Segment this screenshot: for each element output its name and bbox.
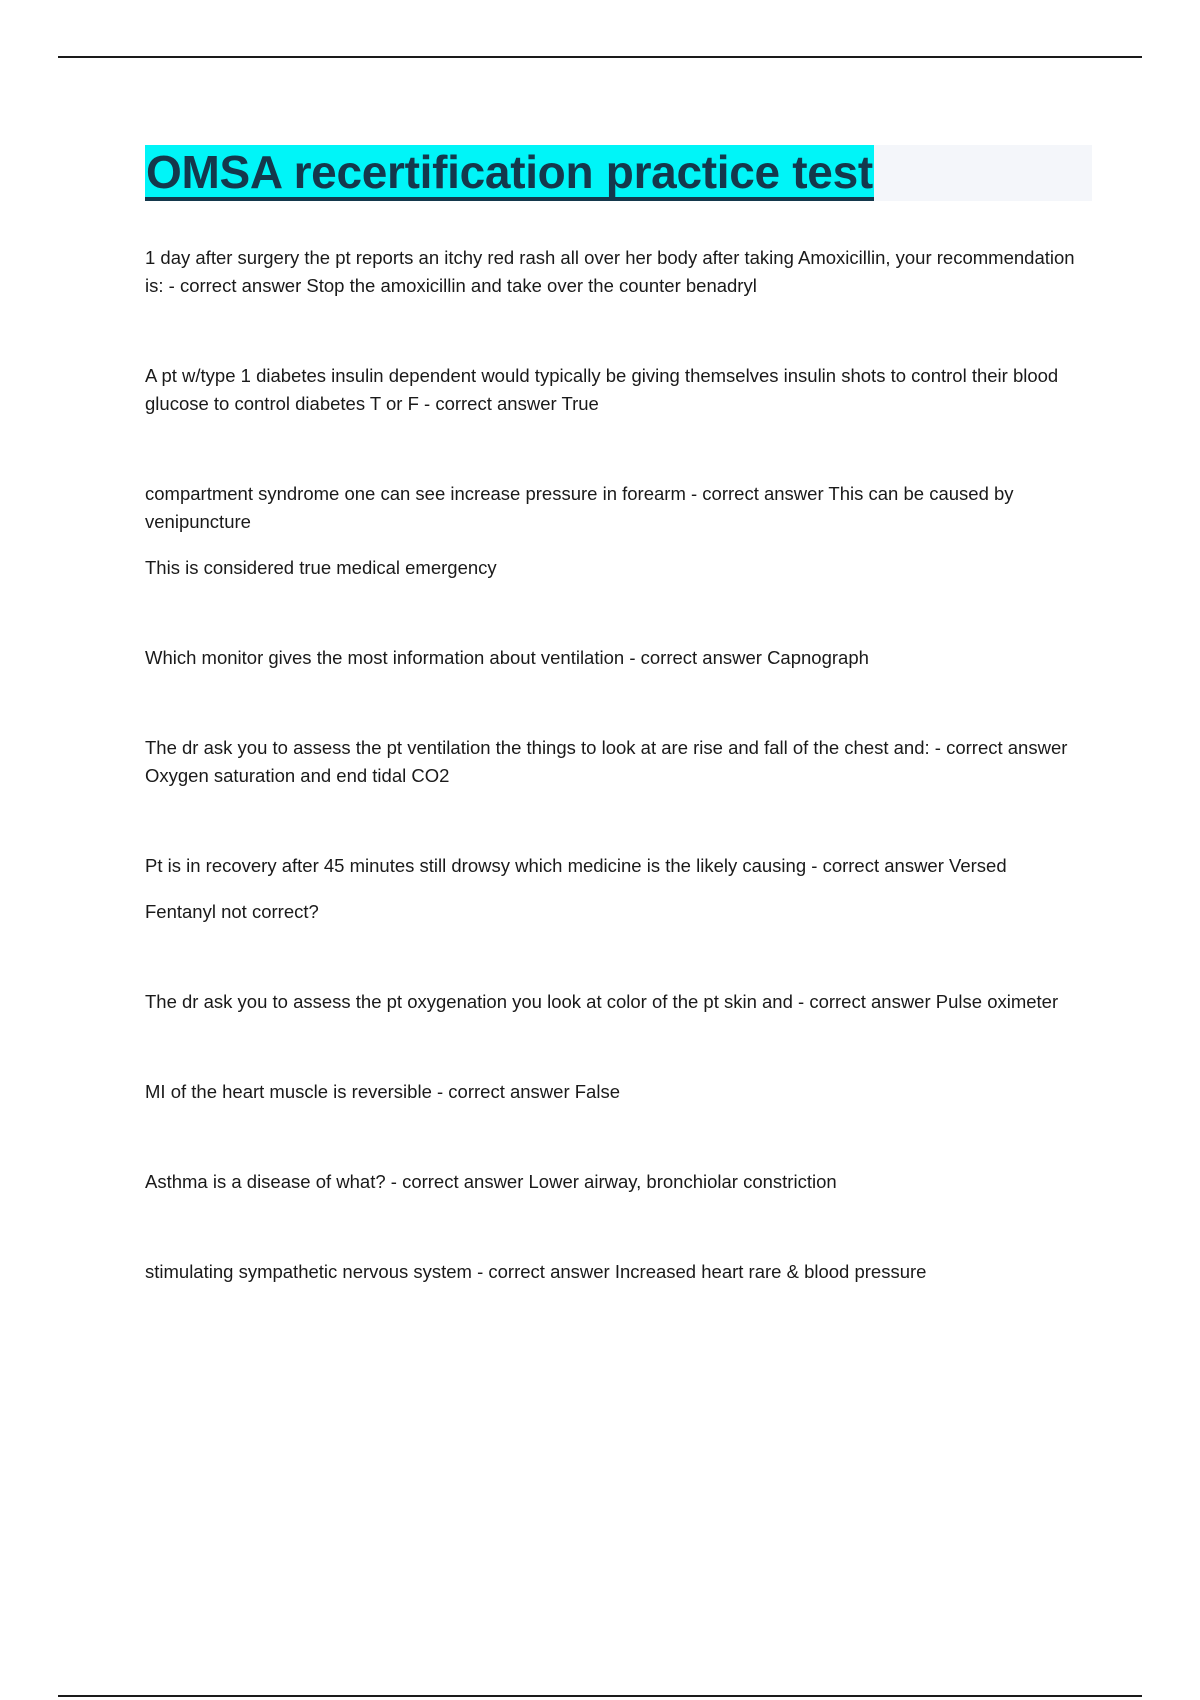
qa-text: 1 day after surgery the pt reports an itchy red rash all over her body after taking Amoxicillin, your recommendation is: - correct answer Stop the amoxicillin and take over the counter benadryl [145, 247, 1075, 296]
qa-item [145, 988, 1095, 1016]
footer-rule [58, 1695, 1142, 1697]
qa-item [145, 1078, 1095, 1106]
header-rule [58, 56, 1142, 58]
title-block [145, 145, 1092, 201]
qa-text: Which monitor gives the most information about ventilation - correct answer Capnograph [145, 647, 869, 668]
document-title: OMSA recertification practice test [145, 145, 874, 201]
qa-text: stimulating sympathetic nervous system - correct answer Increased heart rare & blood pressure [145, 1261, 927, 1282]
qa-text: MI of the heart muscle is reversible - correct answer False [145, 1081, 620, 1102]
qa-item [145, 244, 1095, 300]
qa-text: compartment syndrome one can see increase pressure in forearm - correct answer This can be caused by venipuncture [145, 483, 1014, 532]
qa-text: A pt w/type 1 diabetes insulin dependent would typically be giving themselves insulin shots to control their blood glucose to control diabetes T or F - correct answer True [145, 365, 1059, 414]
qa-item [145, 362, 1095, 418]
qa-text: Pt is in recovery after 45 minutes still drowsy which medicine is the likely causing - correct answer Versed [145, 855, 1007, 876]
qa-item [145, 852, 1095, 926]
qa-text: The dr ask you to assess the pt oxygenation you look at color of the pt skin and - correct answer Pulse oximeter [145, 991, 1059, 1012]
qa-item [145, 644, 1095, 672]
qa-item [145, 734, 1095, 790]
qa-item [145, 480, 1095, 582]
qa-note: Fentanyl not correct? [145, 901, 319, 922]
qa-list [145, 244, 1095, 1286]
qa-text: Asthma is a disease of what? - correct answer Lower airway, bronchiolar constriction [145, 1171, 837, 1192]
qa-item [145, 1258, 1095, 1286]
qa-text: The dr ask you to assess the pt ventilation the things to look at are rise and fall of the chest and: - correct answer Oxygen saturation and end tidal CO2 [145, 737, 1068, 786]
qa-item [145, 1168, 1095, 1196]
qa-note: This is considered true medical emergency [145, 557, 497, 578]
